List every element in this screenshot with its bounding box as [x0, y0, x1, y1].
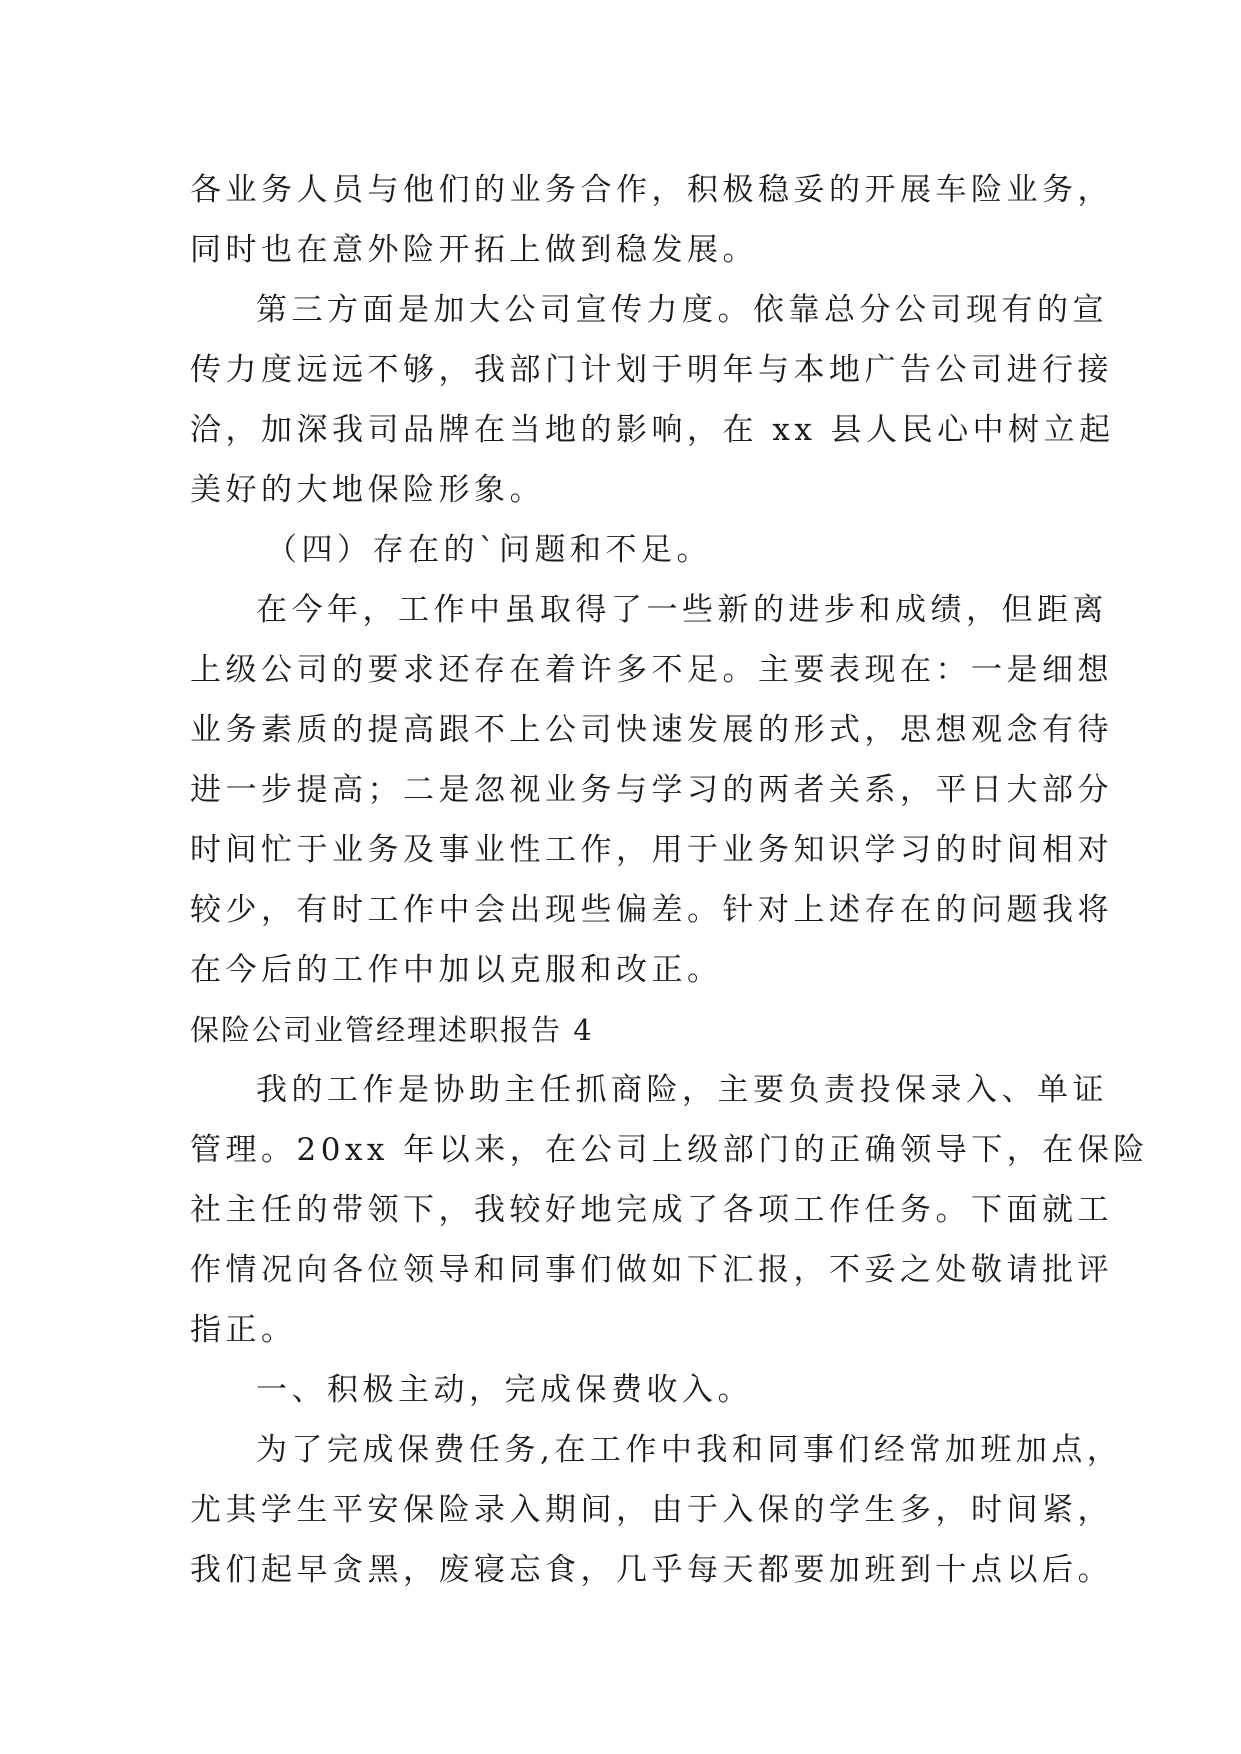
- paragraph-line: 我们起早贪黑，废寝忘食，几乎每天都要加班到十点以后。: [190, 1552, 1113, 1588]
- paragraph-line: 美好的大地保险形象。: [190, 472, 545, 508]
- paragraph-line: 在今年，工作中虽取得了一些新的进步和成绩，但距离: [256, 592, 1108, 628]
- paragraph-line: 管理。20xx 年以来，在公司上级部门的正确领导下，在保险: [190, 1132, 1149, 1168]
- paragraph-line: 各业务人员与他们的业务合作，积极稳妥的开展车险业务，: [190, 172, 1113, 208]
- paragraph-line: 指正。: [190, 1312, 297, 1348]
- paragraph-line: 为了完成保费任务,在工作中我和同事们经常加班加点，: [256, 1432, 1123, 1468]
- paragraph-line: 业务素质的提高跟不上公司快速发展的形式，思想观念有待: [190, 712, 1113, 748]
- paragraph-line: 上级公司的要求还存在着许多不足。主要表现在：一是细想: [190, 652, 1113, 688]
- paragraph-line: 我的工作是协助主任抓商险，主要负责投保录入、单证: [256, 1072, 1108, 1108]
- paragraph-line: 社主任的带领下，我较好地完成了各项工作任务。下面就工: [190, 1192, 1113, 1228]
- paragraph-line: 作情况向各位领导和同事们做如下汇报，不妥之处敬请批评: [190, 1252, 1113, 1288]
- paragraph-line: 第三方面是加大公司宣传力度。依靠总分公司现有的宣: [256, 292, 1108, 328]
- paragraph-line: 同时也在意外险开拓上做到稳发展。: [190, 232, 758, 268]
- paragraph-line: 传力度远远不够，我部门计划于明年与本地广告公司进行接: [190, 352, 1113, 388]
- paragraph-line: 较少，有时工作中会出现些偏差。针对上述存在的问题我将: [190, 892, 1113, 928]
- document-body: [190, 160, 1149, 1600]
- section-heading: （四）存在的`问题和不足。: [266, 532, 712, 568]
- paragraph-line: 尤其学生平安保险录入期间，由于入保的学生多，时间紧，: [190, 1492, 1113, 1528]
- paragraph-line: 洽，加深我司品牌在当地的影响，在 xx 县人民心中树立起: [190, 412, 1115, 448]
- paragraph-line: 进一步提高；二是忽视业务与学习的两者关系，平日大部分: [190, 772, 1113, 808]
- paragraph-line: 时间忙于业务及事业性工作，用于业务知识学习的时间相对: [190, 832, 1113, 868]
- report-title: 保险公司业管经理述职报告 4: [190, 1013, 594, 1047]
- paragraph-line: 在今后的工作中加以克服和改正。: [190, 952, 723, 988]
- section-heading: 一、积极主动，完成保费收入。: [256, 1372, 753, 1408]
